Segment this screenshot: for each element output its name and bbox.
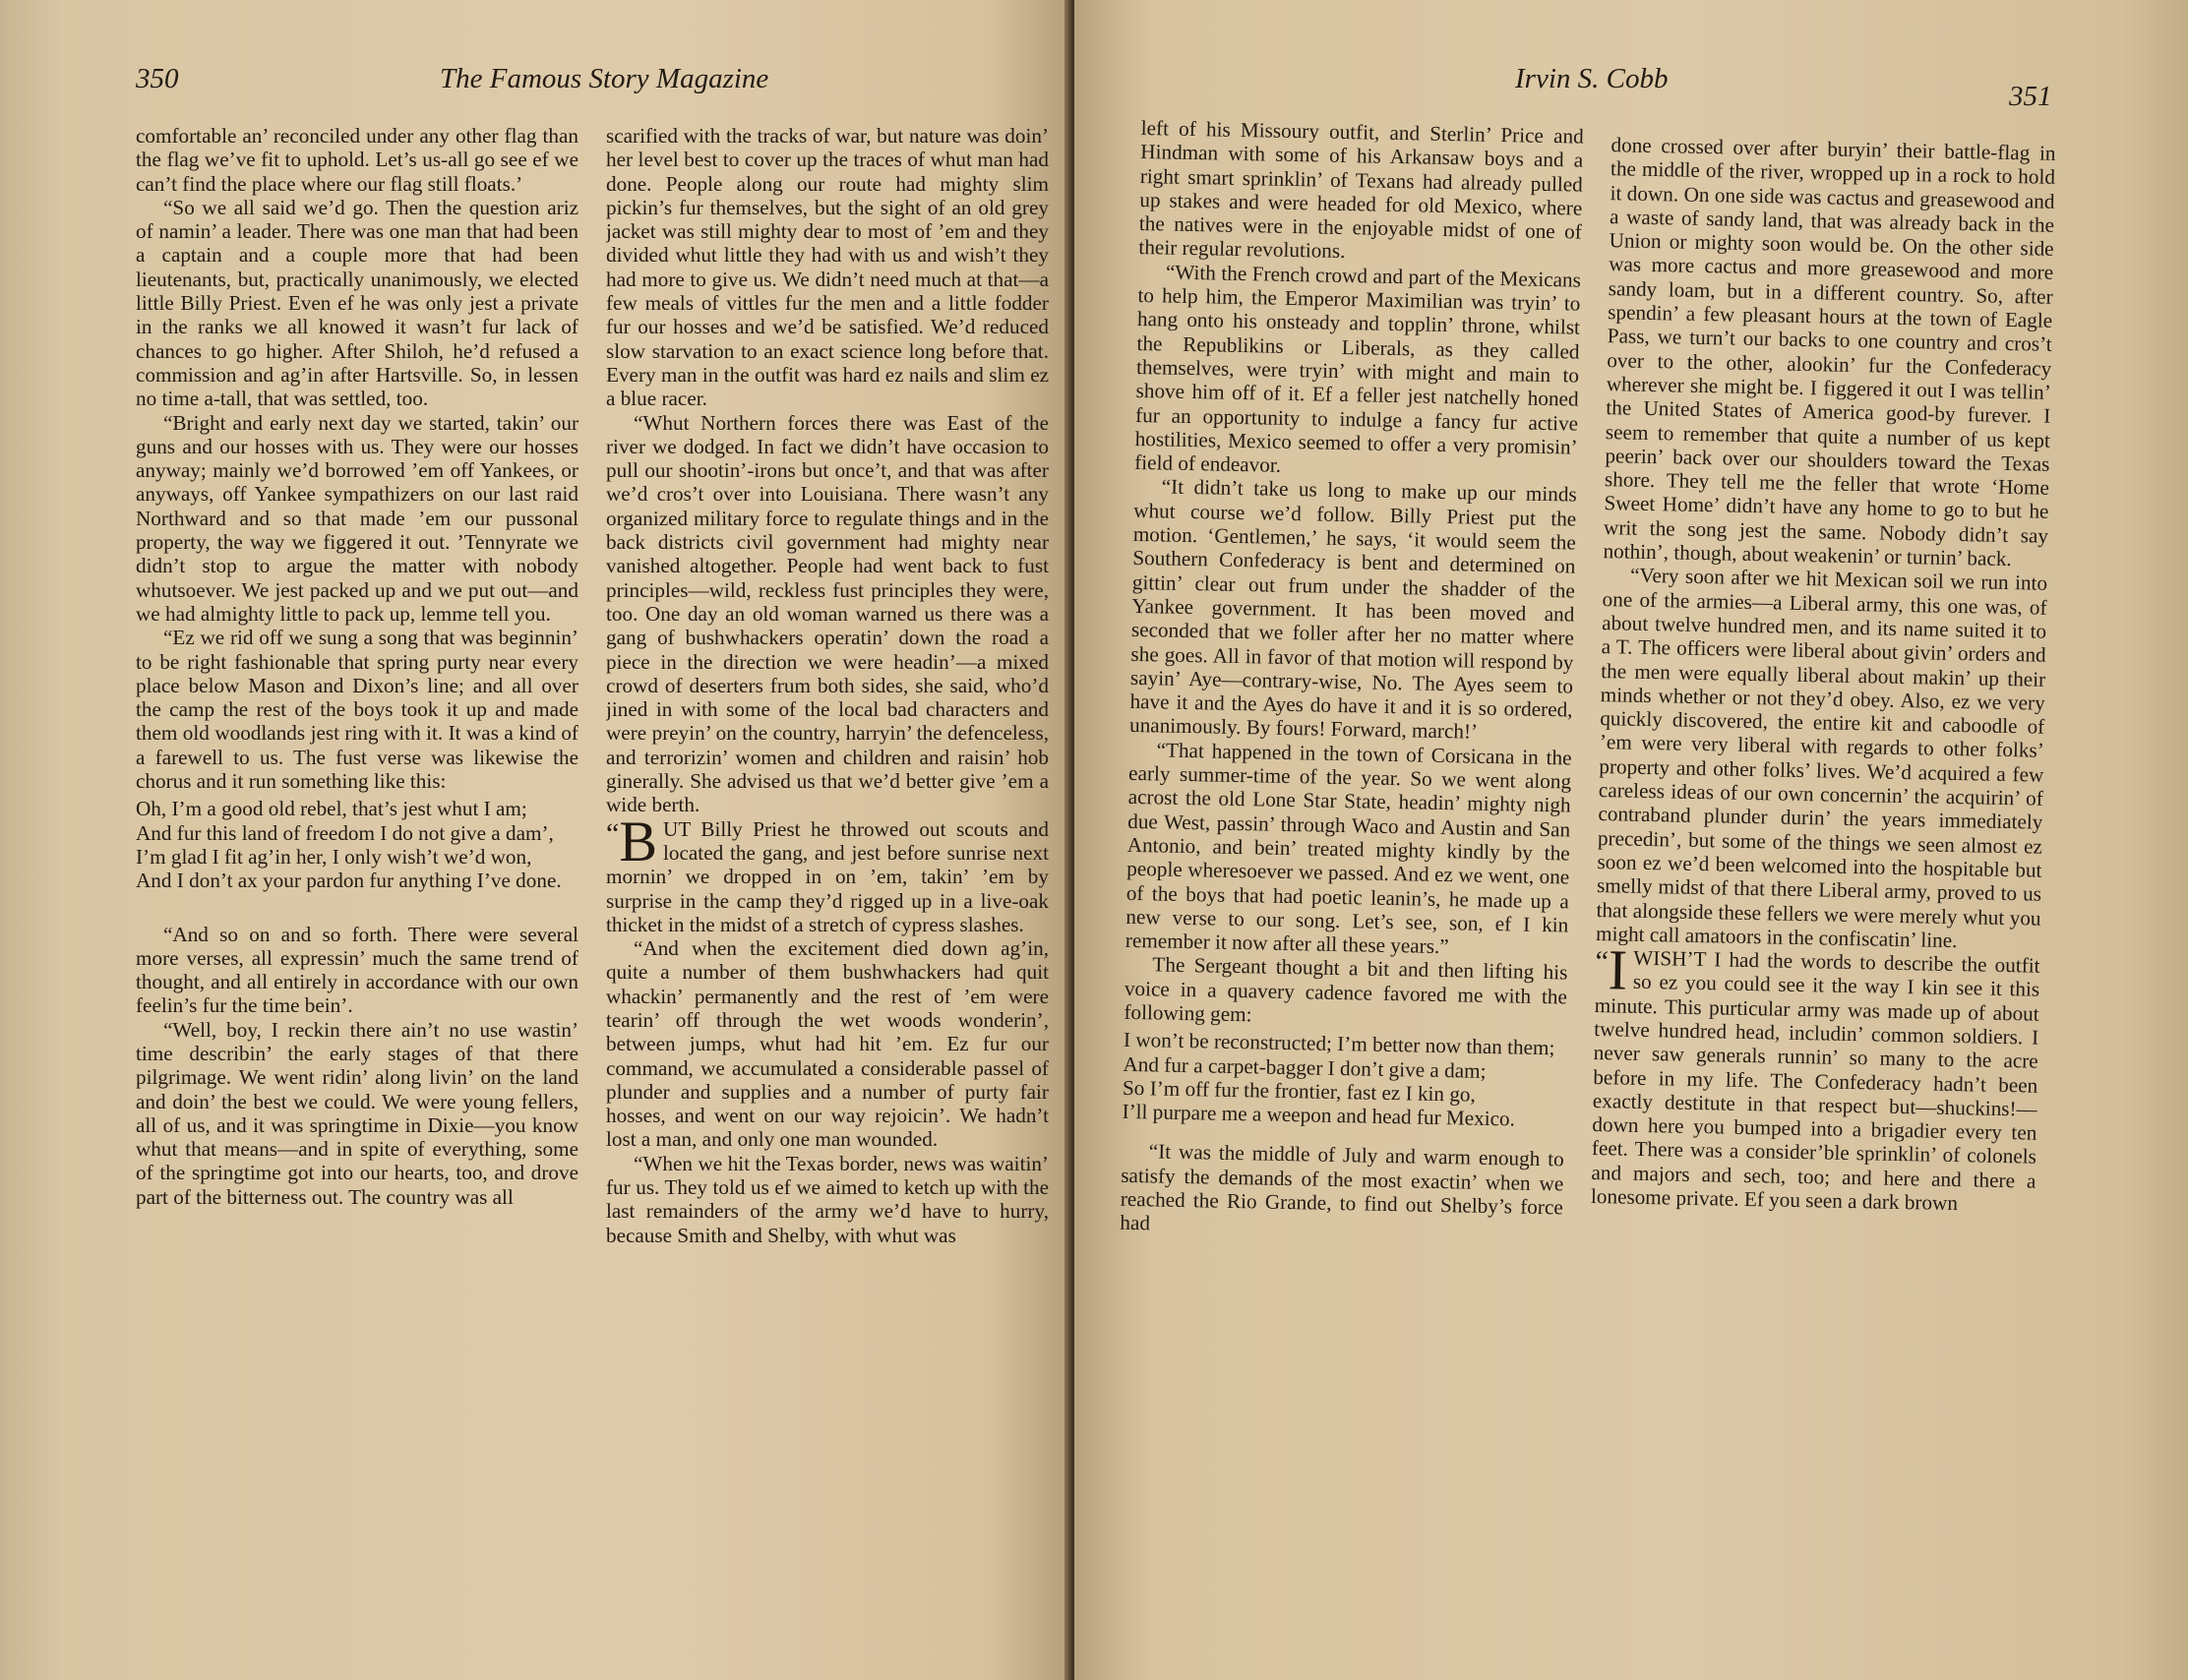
left-folio: 350 [136, 63, 179, 94]
left-column-1 [136, 124, 578, 1599]
drop-cap-initial: B [619, 809, 658, 873]
drop-cap-quote: “ [606, 816, 620, 850]
drop-cap-text: UT Billy Priest he throwed out scouts and located the gang, and jest before sunrise next mornin’ we dropped in on ’em, takin’ ’em by surprise in the camp they’d rigged up in a live-oak thicket in the midst of a stretch of cypress slashes. [606, 816, 1049, 936]
paragraph: The Sergeant thought a bit and then lifting his voice in a quavery cadence favored me with the following gem: [1124, 952, 1568, 1027]
right-page [1074, 0, 2188, 1680]
paragraph: “And so on and so forth. There were several more verses, all expressin’ much the same trend of thought, and all entirely in accordance with our own feelin’s fur the time bein’. [136, 922, 578, 1018]
paragraph: “Very soon after we hit Mexican soil we run into one of the armies—a Liberal army, this one was, of about twelve hundred men, and its name suited it to a T. The officers were liberal about givin’ orders and the men were equally liberal about makin’ up their minds whether or not they’d obey. Also, ez we very quickly discovered, the entire kit and caboodle of ’em were very liberal with regards to other folks’ property and other folks’ lives. We’d acquired a few careless ideas of our own concernin’ the acquirin’ of contraband plunder durin’ the years immediately precedin’, but some of the things we seen almost ez soon ez we’d been welcomed into the hospitable but smelly midst of that there Liberal army, proved to us that alongside these fellers we were merely whut you might call amatoors in the confiscatin’ line. [1595, 563, 2048, 952]
verse-line: I’m glad I fit ag’in her, I only wish’t we’d won, [136, 844, 532, 869]
paragraph: “Whut Northern forces there was East of the river we dodged. In fact we didn’t have occasion to pull our shootin’-irons but once’t, and that was after we’d cros’t over into Louisiana. There wasn’t any organized military force to regulate things and in the back districts civil government had mighty near vanished altogether. People had went back to fust principles—wild, reckless fust principles they were, too. One day an old woman warned us there was a gang of bushwhackers operatin’ down the road a piece in the direction we were headin’—a mixed crowd of deserters frum both sides, she said, who’d jined in with some of the local bad characters and were preyin’ on the country, harryin’ the defenceless, and terrorizin’ women and children and raisin’ hob ginerally. She advised us that we’d better give ’em a wide berth. [606, 410, 1049, 817]
verse-line: So I’m off fur the frontier, fast ez I kin go, [1122, 1075, 1477, 1107]
drop-cap-initial: I [1608, 937, 1628, 1002]
paragraph: “So we all said we’d go. Then the question ariz of namin’ a leader. There was one man that had been a captain and a couple more that had been lieutenants, but, practically unanimously, we elected little Billy Priest. Even ef he was only jest a private in the ranks we all knowed it wasn’t fur lack of chances to go higher. After Shiloh, he’d refused a commission and ag’in after Hartsville. So, in lessen no time a-tall, that was settled, too. [136, 195, 578, 411]
verse-line: I’ll purpare me a weepon and head fur Mexico. [1122, 1099, 1516, 1131]
song-verse [136, 797, 578, 892]
right-folio: 351 [2009, 81, 2052, 112]
paragraph: “That happened in the town of Corsicana in the early summer-time of the year. So we went along acrost the old Lone Star State, headin’ mighty nigh due West, passin’ through Waco and Austin and San Antonio, and bein’ treated mighty kindly by the people wheresoever we passed. And ez we went, one of the boys that had poetic leanin’s, he made up a new verse to our song. Let’s see, son, ef I kin remember it now after all these years.” [1124, 738, 1572, 959]
verse-line: And I don’t ax your pardon fur anything I’ve done. [136, 869, 562, 893]
paragraph: “With the French crowd and part of the Mexicans to help him, the Emperor Maximilian was tryin’ to hang onto his onsteady and topplin’ throne, whilst the Republikins or Liberals, as they called themselves, were tryin’ with might and main to shove him off of it. Ef a feller jest natchelly honed fur an opportunity to indulge a fancy fur active hostilities, Mexico seemed to offer a very promisin’ field of endeavor. [1134, 260, 1582, 477]
left-column-2 [606, 124, 1049, 1599]
paragraph: “Ez we rid off we sung a song that was beginnin’ to be right fashionable that spring purty near every place below Mason and Dixon’s line; and all over the camp the rest of the boys took it up and made them old woodlands jest ring with it. It was a kind of a farewell to us. The fust verse was likewise the chorus and it run something like this: [136, 626, 578, 794]
verse-line: And fur a carpet-bagger I don’t give a dam; [1123, 1051, 1487, 1083]
right-column-2 [1583, 133, 2055, 1596]
paragraph: “When we hit the Texas border, news was waitin’ fur us. They told us ef we aimed to ketch up with the last remainders of the army we’d have to hurry, because Smith and Shelby, with whut was [606, 1151, 1049, 1247]
verse-line: Oh, I’m a good old rebel, that’s jest whut I am; [136, 797, 527, 821]
paragraph: scarified with the tracks of war, but nature was doin’ her level best to cover up the traces of whut man had done. People along our route had mighty slim pickin’s fur themselves, but the sight of an old grey jacket was still mighty dear to most of ’em and they divided whut little they had with us and wish’t they had more to give us. We didn’t need much at that—a few meals of vittles fur the men and a little fodder fur our hosses and we’d be satisfied. We’d reduced slow starvation to an exact science long before that. Every man in the outfit was hard ez nails and slim ez a blue racer. [606, 124, 1049, 411]
song-verse [1122, 1028, 1566, 1132]
paragraph: “It didn’t take us long to make up our minds whut course we’d follow. Billy Priest put the motion. ‘Gentlemen,’ he says, ‘it would seem the Southern Confederacy is bent and determined on gittin’ clear out frum under the shadder of the Yankee government. It has been moved and seconded that we foller after her no matter where she goes. All in favor of that motion will respond by sayin’ Aye—contrary-wise, No. The Ayes seem to have it and the Ayes do have it and it is so ordered, unanimously. By fours! Forward, march!’ [1128, 474, 1577, 745]
right-text-block [1113, 116, 2155, 1630]
paragraph: “And when the excitement died down ag’in, quite a number of them bushwhackers had quit whackin’ permanently and the rest of ’em were tearin’ off through the wet woods wonderin’, between jumps, whut had hit ’em. Ez fur our command, we accumulated a considerable passel of plunder and supplies and a number of purty fair hosses, and went on our way rejoicin’. We hadn’t lost a man, and only one man wounded. [606, 936, 1049, 1152]
right-column-1 [1113, 116, 1584, 1599]
verse-line: And fur this land of freedom I do not give a dam’, [136, 820, 554, 845]
paragraph: done crossed over after buryin’ their battle-flag in the middle of the river, wropped up in a rock to hold it down. On one side was cactus and greasewood and a waste of sandy land, that was already back in the Union or mighty soon would be. On the other side was more cactus and more greasewood and more sandy loam, but in a different country. So, after spendin’ a few pleasant hours at the town of Eagle Pass, we turn’t our backs to one country and cros’t over to the other, alookin’ fur the Confederacy wherever she might be. I figgered it out I was tellin’ the United States of America good-by furever. I seem to remember that quite a number of us kept peerin’ back over our shoulders toward the Texas shore. They tell me the feller that wrote ‘Home Sweet Home’ didn’t have any home to go to but he writ the song jest the same. Nobody didn’t say nothin’, though, about weakenin’ or turnin’ back. [1603, 133, 2056, 571]
paragraph: “It was the middle of July and warm enough to satisfy the demands of the most exactin’ when we reached the Rio Grande, to find out Shelby’s force had [1120, 1139, 1564, 1235]
left-page [0, 0, 1072, 1680]
drop-cap [606, 809, 658, 873]
paragraph: left of his Missoury outfit, and Sterlin’ Price and Hindman with some of his Arkansaw boys and a right smart sprinklin’ of Texans had already pulled up stakes and were headed for old Mexico, where the natives were in the enjoyable midst of one of their regular revolutions. [1138, 116, 1584, 264]
section-opening [1590, 937, 2040, 1217]
right-running-head: Irvin S. Cobb [1515, 63, 1669, 94]
paragraph: comfortable an’ reconciled under any other flag than the flag we’ve fit to uphold. Let’s us-all go see ef we can’t find the place where our flag still floats.’ [136, 124, 578, 196]
section-opening [606, 809, 1049, 936]
paragraph: “Well, boy, I reckin there ain’t no use wastin’ time describin’ the early stages of that there pilgrimage. We went ridin’ along livin’ on the land and doin’ the best we could. We were young fellers, all of us, and it was springtime in Dixie—you know whut that means—and in spite of everything, some of the springtime got into our hearts, too, and drove part of the bitterness out. The country was all [136, 1017, 578, 1209]
drop-cap-quote: “ [1595, 945, 1610, 979]
drop-cap [1595, 937, 1628, 1002]
paragraph: “Bright and early next day we started, takin’ our guns and our hosses with us. They were our hosses anyway; mainly we’d borrowed ’em off Yankees, or anyways, off Yankee sympathizers on our last raid Northward and so that made ’em our pussonal property, the way we figgered it out. ’Tennyrate we didn’t stop to argue the matter with nobody whutsoever. We jest packed up and we put out—and we had almighty little to pack up, lemme tell you. [136, 410, 578, 626]
left-running-head: The Famous Story Magazine [440, 63, 769, 94]
verse-line: I won’t be reconstructed; I’m better now than them; [1123, 1028, 1555, 1060]
drop-cap-text: WISH’T I had the words to describe the outfit so ez you could see it the way I kin see it this minute. This purticular army was made up of about twelve hundred head, includin’ common soldiers. I never saw generals runnin’ so many to the acre before in my life. The Confederacy hadn’t been exactly destitute in that respect but—shuckins!—down here you bumped into a brigadier every ten feet. There was a consider’ble sprinklin’ of colonels and majors and sech, too; and here and there a lonesome private. Ef you seen a dark brown [1590, 945, 2040, 1216]
